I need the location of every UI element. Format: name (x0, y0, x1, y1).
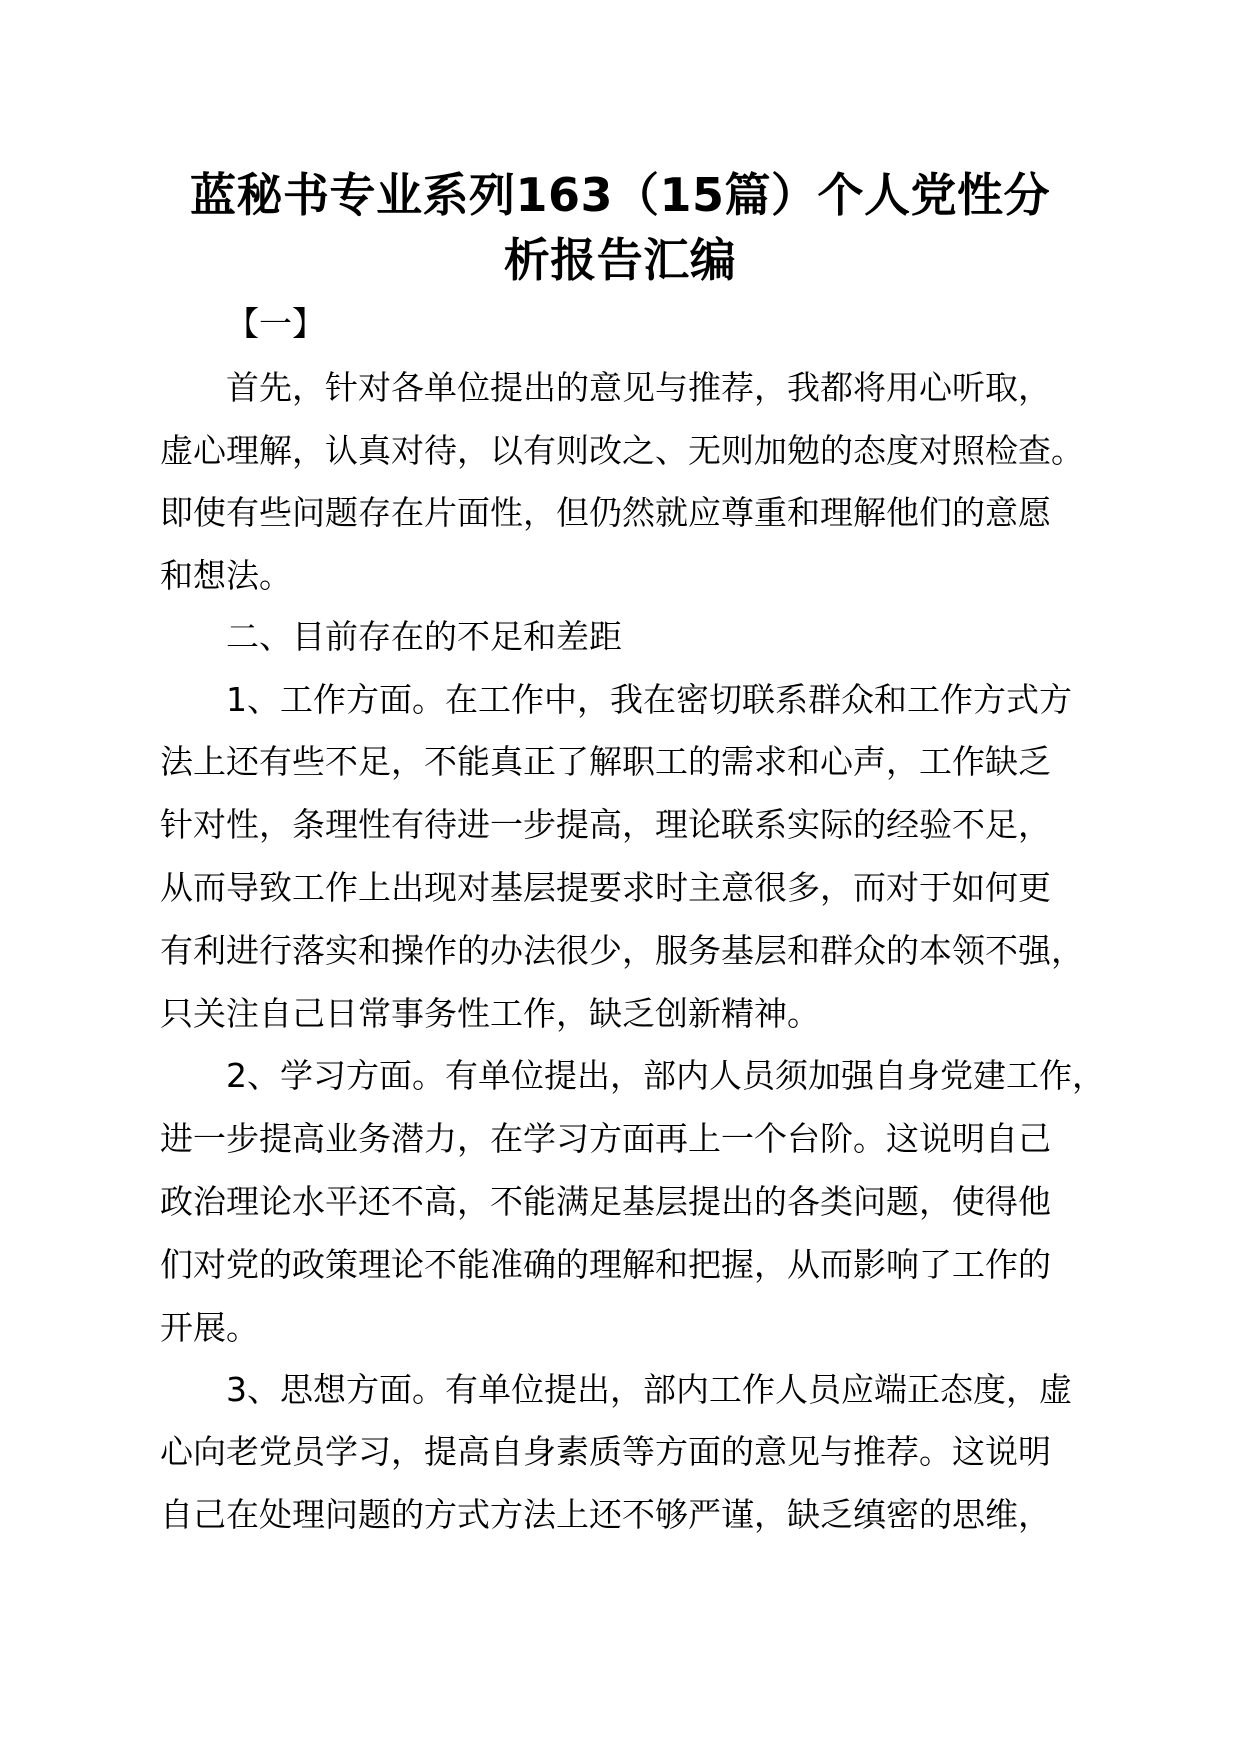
document-title-line-2: 析报告汇编 (503, 233, 737, 287)
paragraph-line: 进一步提高业务潜力，在学习方面再上一个台阶。这说明自己 (160, 1119, 1051, 1158)
paragraph-line: 有利进行落实和操作的办法很少，服务基层和群众的本领不强， (160, 931, 1084, 970)
paragraph-line: 和想法。 (160, 556, 292, 595)
document-title-line-1: 蓝秘书专业系列163（15篇）个人党性分 (189, 168, 1051, 222)
section-heading: 【一】 (226, 304, 325, 343)
paragraph-line: 3、思想方面。有单位提出，部内工作人员应端正态度，虚 (226, 1370, 1072, 1409)
paragraph-line: 针对性，条理性有待进一步提高，理论联系实际的经验不足， (160, 805, 1051, 844)
paragraph-line: 们对党的政策理论不能准确的理解和把握，从而影响了工作的 (160, 1245, 1051, 1284)
paragraph-line: 开展。 (160, 1308, 259, 1347)
section-subheading: 二、目前存在的不足和差距 (226, 617, 622, 656)
paragraph-line: 自己在处理问题的方式方法上还不够严谨，缺乏缜密的思维， (160, 1495, 1051, 1534)
paragraph-line: 首先，针对各单位提出的意见与推荐，我都将用心听取， (226, 368, 1051, 407)
paragraph-line: 虚心理解，认真对待，以有则改之、无则加勉的态度对照检查。 (160, 431, 1084, 470)
paragraph-line: 1、工作方面。在工作中，我在密切联系群众和工作方式方 (226, 680, 1072, 719)
paragraph-line: 政治理论水平还不高，不能满足基层提出的各类问题，使得他 (160, 1182, 1051, 1221)
paragraph-line: 从而导致工作上出现对基层提要求时主意很多，而对于如何更 (160, 868, 1051, 907)
paragraph-line: 即使有些问题存在片面性，但仍然就应尊重和理解他们的意愿 (160, 493, 1051, 532)
paragraph-line: 2、学习方面。有单位提出，部内人员须加强自身党建工作， (226, 1056, 1105, 1095)
paragraph-line: 只关注自己日常事务性工作，缺乏创新精神。 (160, 994, 820, 1033)
paragraph-line: 心向老党员学习，提高自身素质等方面的意见与推荐。这说明 (160, 1432, 1051, 1471)
paragraph-line: 法上还有些不足，不能真正了解职工的需求和心声，工作缺乏 (160, 742, 1051, 781)
